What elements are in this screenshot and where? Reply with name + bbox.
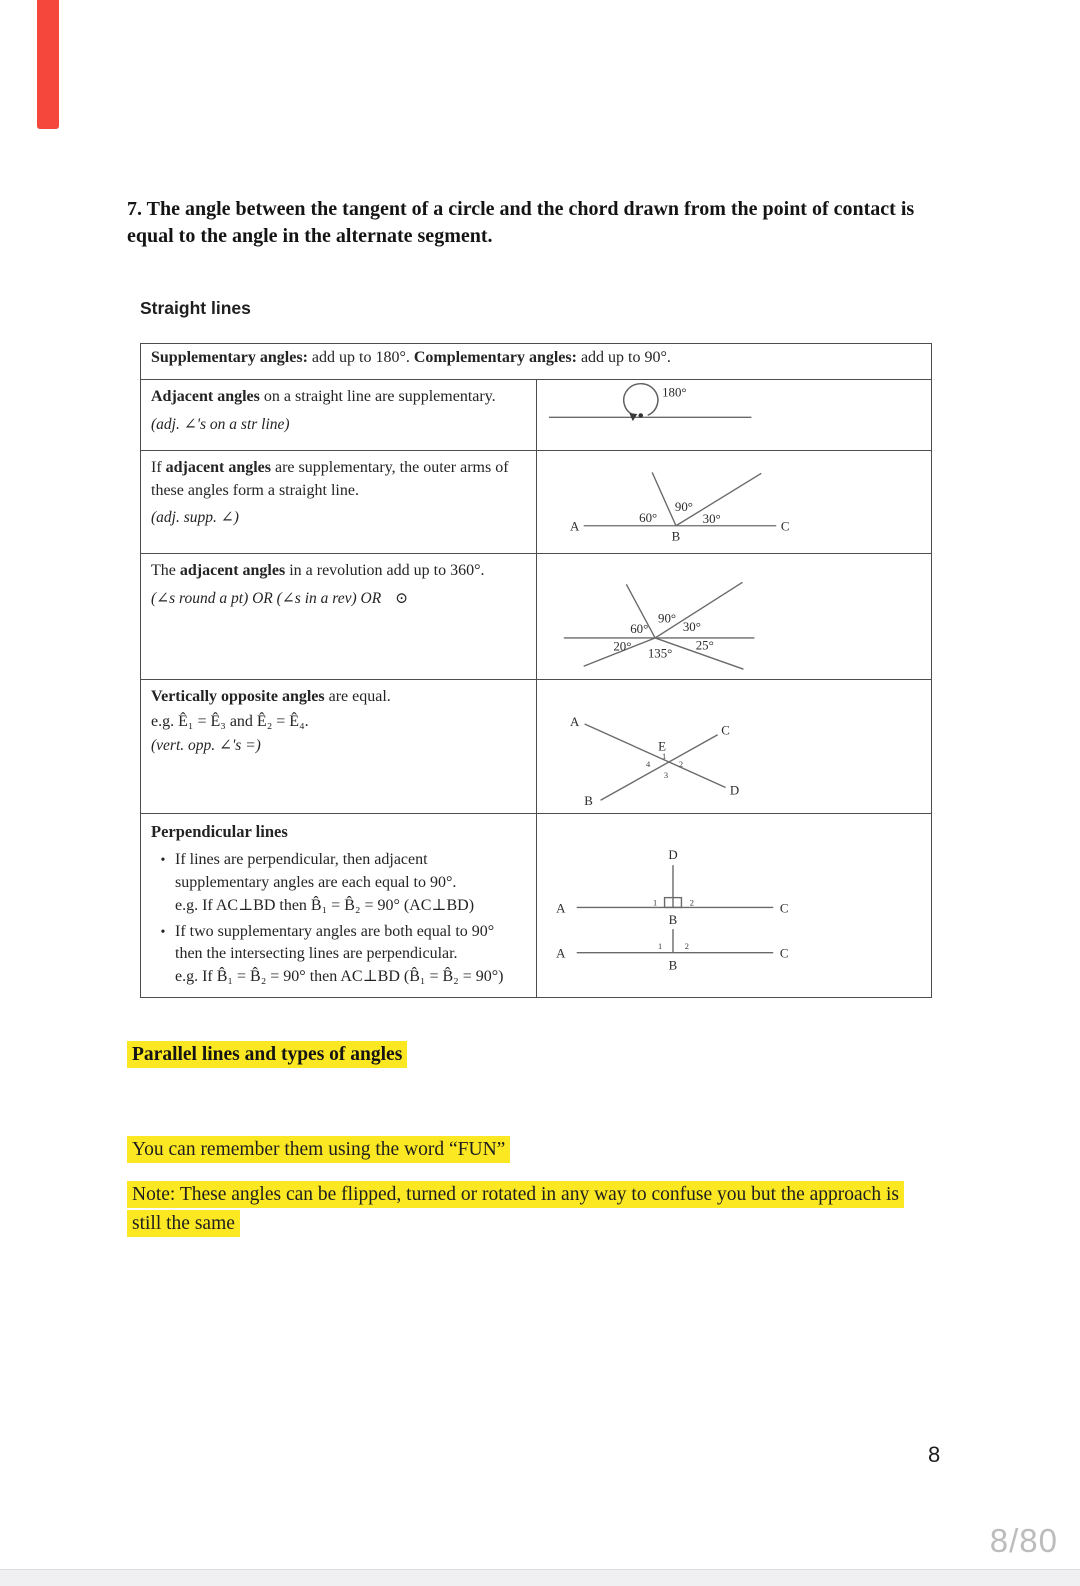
point-label: B <box>668 913 677 928</box>
angle-label: 30° <box>682 620 701 635</box>
diagram-cell <box>536 680 932 814</box>
rule-abbreviation: (adj. supp. ∠) <box>151 509 239 527</box>
table-row <box>141 814 932 998</box>
point-label: C <box>720 723 730 738</box>
point-label: A <box>569 519 579 534</box>
rule-text-cell <box>141 814 537 998</box>
rule-abbreviation: (∠s round a pt) OR (∠s in a rev) OR ⊙ <box>151 589 409 607</box>
point-label: C <box>779 946 788 961</box>
table-row <box>141 380 932 451</box>
diagram-revolution <box>537 554 807 677</box>
angle-label: 60° <box>629 622 648 637</box>
point-label: C <box>779 901 788 916</box>
page-title: 7. The angle between the tangent of a circle and the chord drawn from the point of contact is equal to the angle in the alternate segment. <box>127 198 915 247</box>
angle-number: 1 <box>657 941 662 951</box>
table-header-cell: Supplementary angles: add up to 180°. Complementary angles: add up to 90°. <box>141 344 932 380</box>
rule-example: e.g. If AC⊥BD then B̂₁ = B̂₂ = 90° (AC⊥BD) <box>175 897 475 915</box>
diagram-vertically-opposite <box>537 680 807 811</box>
angle-number: 1 <box>652 898 657 908</box>
angle-number: 2 <box>678 760 683 769</box>
point-label: E <box>657 739 666 754</box>
point-label: A <box>555 901 565 916</box>
straight-lines-table <box>140 343 932 998</box>
list-item: • If two supplementary angles are both equal to 90° then the intersecting lines are perpendicular. e.g. If B̂₁ = B̂₂ = 90° then AC⊥BD (B̂₁ = B̂₂ = 90°) <box>151 921 524 989</box>
diagram-adjacent-supplementary <box>537 451 807 551</box>
diagram-straight-angle <box>537 380 807 448</box>
angle-label: 90° <box>657 611 676 626</box>
highlighted-heading: Parallel lines and types of angles <box>127 1041 407 1070</box>
list-item: • If lines are perpendicular, then adjacent supplementary angles are each equal to 90°. e.g. If AC⊥BD then B̂₁ = B̂₂ = 90° (AC⊥BD) <box>151 849 524 917</box>
table-row <box>141 344 932 380</box>
angle-label: 20° <box>612 639 631 654</box>
circle-dot-symbol: ⊙ <box>395 589 409 607</box>
bullet-icon: • <box>160 853 166 869</box>
rule-subheading: Perpendicular lines <box>151 822 288 841</box>
point-label: C <box>780 519 789 534</box>
angle-number: 1 <box>661 752 666 762</box>
diagram-perpendicular <box>537 814 807 995</box>
section-title: Straight lines <box>140 298 251 318</box>
table-row <box>141 554 932 680</box>
rule-text-cell: Vertically opposite angles are equal. e.g. Ê₁ = Ê₃ and Ê₂ = Ê₄. (vert. opp. ∠'s =) <box>141 680 537 814</box>
rule-text-cell: Adjacent angles on a straight line are supplementary. (adj. ∠'s on a str line) <box>141 380 537 451</box>
bullet-icon: • <box>160 924 166 940</box>
page-indicator: 8/80 <box>989 1522 1058 1559</box>
diagram-cell <box>536 451 932 554</box>
angle-number: 2 <box>689 898 694 908</box>
angle-label: 180° <box>661 385 687 400</box>
point-label: B <box>583 794 593 809</box>
rule-text-cell: The adjacent angles in a revolution add up to 360°. (∠s round a pt) OR (∠s in a rev) OR ⊙ <box>141 554 537 680</box>
angle-label: 30° <box>702 511 721 526</box>
rule-abbreviation: (adj. ∠'s on a str line) <box>151 415 290 433</box>
point-label: B <box>671 529 680 544</box>
angle-label: 135° <box>647 646 672 661</box>
bottom-bar <box>0 1569 1080 1586</box>
point-label: D <box>729 783 739 798</box>
angle-label: 25° <box>695 638 714 653</box>
angle-number: 2 <box>684 941 689 951</box>
diagram-cell <box>536 380 932 451</box>
point-label: D <box>667 848 678 863</box>
angle-label: 90° <box>674 500 693 515</box>
diagram-cell <box>536 554 932 680</box>
point-label: A <box>555 946 565 961</box>
diagram-cell <box>536 814 932 998</box>
rule-text-cell: If adjacent angles are supplementary, the outer arms of these angles form a straight line. (adj. supp. ∠) <box>141 451 537 554</box>
point-label: B <box>668 958 677 973</box>
vertex-dot <box>638 413 643 417</box>
table-row <box>141 451 932 554</box>
table-row <box>141 680 932 814</box>
angle-label: 60° <box>638 510 657 525</box>
angle-number: 4 <box>645 760 650 769</box>
highlighted-note: Note: These angles can be flipped, turned or rotated in any way to confuse you but the approach is still the same <box>127 1181 899 1239</box>
page-number: 8 <box>928 1442 941 1467</box>
angle-number: 3 <box>663 770 668 780</box>
point-label: A <box>569 715 579 729</box>
highlighted-note: You can remember them using the word “FUN” <box>127 1136 510 1165</box>
rule-abbreviation: (vert. opp. ∠'s =) <box>151 737 261 755</box>
scroll-indicator[interactable] <box>37 0 59 129</box>
rule-example: e.g. Ê₁ = Ê₃ and Ê₂ = Ê₄. <box>151 712 309 730</box>
rule-example: e.g. If B̂₁ = B̂₂ = 90° then AC⊥BD (B̂₁ = B̂₂ = 90°) <box>175 968 504 986</box>
